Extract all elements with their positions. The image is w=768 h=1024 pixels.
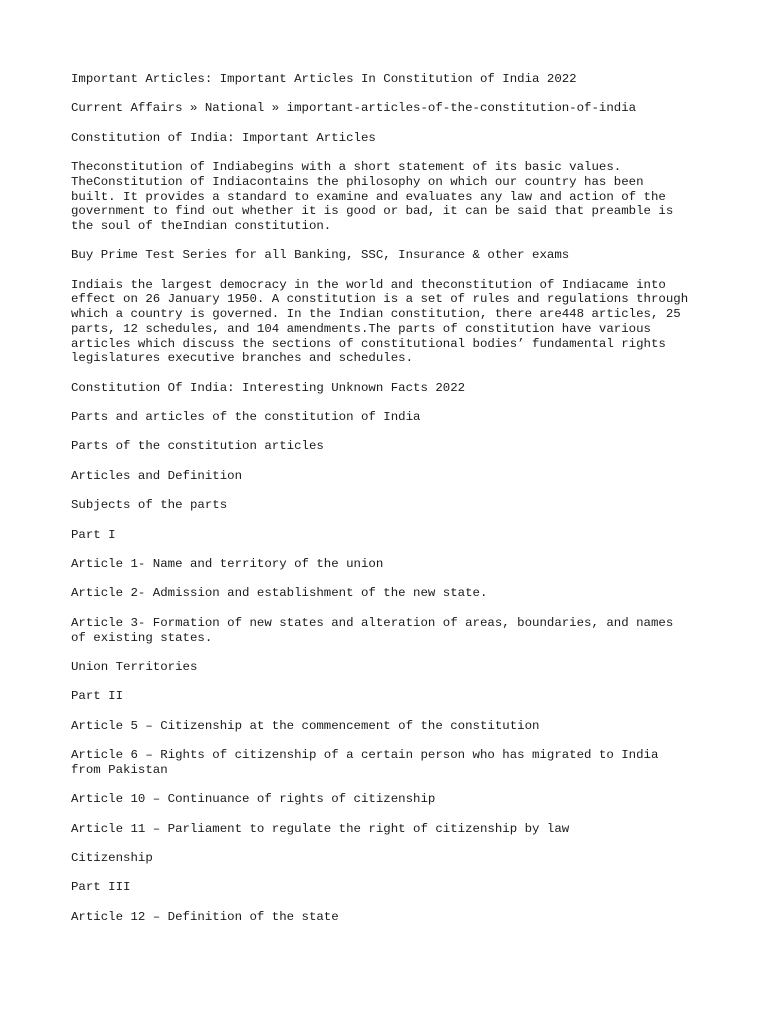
part-heading: Part I — [71, 527, 116, 542]
part-heading: Part III — [71, 880, 131, 895]
promo-line: Buy Prime Test Series for all Banking, SSC, Insurance & other exams — [71, 248, 570, 263]
article-item: Article 11 – Parliament to regulate the right of citizenship by law — [71, 821, 570, 836]
article-item: Article 3- Formation of new states and alteration of areas, boundaries, and names of existing states. — [71, 615, 674, 645]
text-line: Parts of the constitution articles — [71, 439, 324, 454]
part-subject: Union Territories — [71, 659, 198, 674]
breadcrumb: Current Affairs » National » important-articles-of-the-constitution-of-india — [71, 101, 637, 116]
article-item: Article 12 – Definition of the state — [71, 909, 339, 924]
body-paragraph: Indiais the largest democracy in the world and theconstitution of Indiacame into effect on 26 January 1950. A constitution is a set of rules and regulations through which a country is governed. In the Indian constitution, there are448 articles, 25 parts, 12 schedules, and 104 amendments.The parts of constitution have various articles which discuss the sections of constitutional bodies’ fundamental rights legislatures executive branches and schedules. — [71, 277, 689, 366]
part-heading: Part II — [71, 689, 124, 704]
part-subject: Citizenship — [71, 850, 153, 865]
text-line: Parts and articles of the constitution of India — [71, 410, 421, 425]
article-item: Article 5 – Citizenship at the commencement of the constitution — [71, 718, 540, 733]
article-item: Article 1- Name and territory of the union — [71, 557, 384, 572]
text-line: Subjects of the parts — [71, 498, 228, 513]
section-heading: Constitution Of India: Interesting Unknown Facts 2022 — [71, 380, 466, 395]
article-item: Article 6 – Rights of citizenship of a certain person who has migrated to India from Pakistan — [71, 748, 659, 777]
document-title: Important Articles: Important Articles In Constitution of India 2022 — [71, 72, 577, 86]
article-item: Article 2- Admission and establishment of the new state. — [71, 586, 488, 601]
section-heading: Constitution of India: Important Articles — [71, 130, 376, 145]
text-line: Articles and Definition — [71, 468, 243, 483]
article-item: Article 10 – Continuance of rights of citizenship — [71, 792, 436, 807]
intro-paragraph: Theconstitution of Indiabegins with a short statement of its basic values. TheConstitution of Indiacontains the philosophy on which our country has been built. It provides a standard to examine and evaluates any law and action of the government to find out whether it is good or bad, it can be said that preamble is the soul of theIndian constitution. — [71, 160, 674, 233]
document-page — [71, 72, 711, 939]
